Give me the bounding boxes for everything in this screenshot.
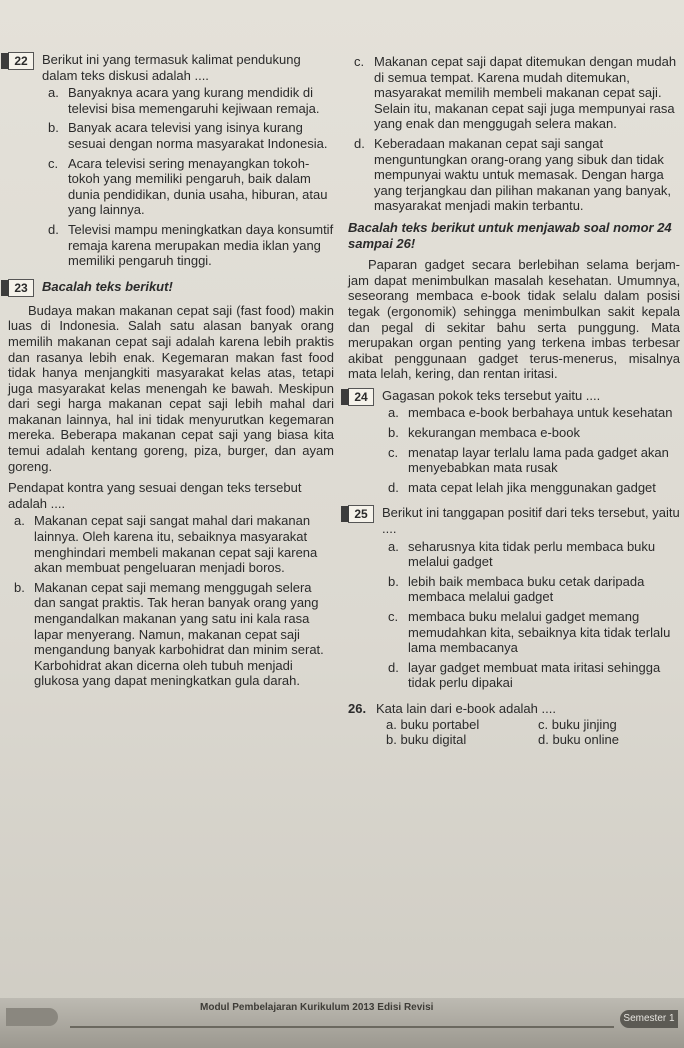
option-d[interactable]: d. layar gadget membuat mata iritasi sehingga tidak perlu dipakai xyxy=(388,659,661,691)
option-a[interactable]: a. buku portabel xyxy=(386,716,480,732)
question-stem: Kata lain dari e-book adalah .... xyxy=(376,700,556,716)
reading-passage: Budaya makan makanan cepat saji (fast food) makin luas di Indonesia. Salah satu alasan banyak orang memilih makanan cepat saji adalah karena lebih praktis dan rasanya lebih enak. Kegemaran makan fast food tidak hanya menjangkiti masyarakat kelas atas, tetapi juga masyarakat kelas menengah ke bawah. Meskipun dari segi harga makanan cepat saji lebih mahal dari makanan lainnya, hal ini tidak menyurutkan kegemaran mereka. Beberapa makanan cepat saji yang biasa kita temui adalah kentang goreng, piza, burger, dan ayam goreng. xyxy=(8,302,334,474)
option-b[interactable]: b. Banyak acara televisi yang isinya kurang sesuai dengan norma masyarakat Indonesia. xyxy=(48,120,328,151)
option-c[interactable]: c. menatap layar terlalu lama pada gadget akan menyebabkan mata rusak xyxy=(388,444,669,476)
option-b[interactable]: b. lebih baik membaca buku cetak daripada membaca melalui gadget xyxy=(388,573,645,605)
option-a[interactable]: a. membaca e-book berbahaya untuk kesehatan xyxy=(388,405,673,421)
option-c[interactable]: c. Acara televisi sering menayangkan tokoh-tokoh yang memiliki pengaruh, baik dalam dunia pendidikan, dunia usaha, hiburan, atau yang lainnya. xyxy=(48,155,328,218)
section-instruction: Bacalah teks berikut untuk menjawab soal nomor 24 sampai 26! xyxy=(348,219,672,251)
question-number: 23 xyxy=(8,279,34,297)
question-25 xyxy=(348,505,680,695)
right-column xyxy=(348,52,680,754)
question-number: 24 xyxy=(348,388,374,406)
option-b[interactable]: b. kekurangan membaca e-book xyxy=(388,425,580,441)
option-a[interactable]: a. Makanan cepat saji sangat mahal dari makanan lainnya. Oleh karena itu, sebaiknya masyarakat menghindari membeli makanan cepat saji karena akan membuat pengeluaran menjadi boros. xyxy=(14,513,318,576)
question-24 xyxy=(348,388,680,500)
question-stem: Gagasan pokok teks tersebut yaitu .... xyxy=(382,387,601,403)
question-stem: Berikut ini tanggapan positif dari teks tersebut, yaitu .... xyxy=(382,505,680,537)
page-footer xyxy=(0,998,684,1048)
option-d[interactable]: d. buku online xyxy=(538,732,619,748)
option-b[interactable]: b. Makanan cepat saji memang menggugah selera dan sangat praktis. Tak heran banyak orang yang mengandalkan makanan yang satu ini kala rasa lapar menyerang. Namun, makanan cepat saji mengandung banyak karbohidrat dan minim serat. Karbohidrat akan dicerna oleh tubuh menjadi glukosa yang dapat meningkatkan gula darah. xyxy=(14,579,324,689)
option-c[interactable]: c. membaca buku melalui gadget memang memudahkan kita, sebaiknya kita tidak terlalu lama membacanya xyxy=(388,609,671,656)
semester-badge: Semester 1 xyxy=(620,1010,678,1028)
left-column xyxy=(8,52,334,693)
question-stem: Pendapat kontra yang sesuai dengan teks tersebut adalah .... xyxy=(8,480,302,511)
option-d[interactable]: d. Televisi mampu meningkatkan daya konsumtif remaja karena merupakan media iklan yang memiliki pengaruh tinggi. xyxy=(48,221,334,269)
option-d[interactable]: d. Keberadaan makanan cepat saji sangat menguntungkan orang-orang yang sibuk dan tidak mempunyai waktu untuk memasak. Dengan harga yang terjangkau dan pilihan makanan yang banyak, masyarakat menjadi makin terbantu. xyxy=(354,135,672,214)
option-d[interactable]: d. mata cepat lelah jika menggunakan gadget xyxy=(388,479,656,495)
option-a[interactable]: a. Banyaknya acara yang kurang mendidik di televisi bisa memengaruhi kejiwaan remaja. xyxy=(48,85,320,116)
reading-instruction: Bacalah teks berikut! xyxy=(42,278,173,294)
option-c[interactable]: c. Makanan cepat saji dapat ditemukan dengan mudah di semua tempat. Karena mudah ditemukan, masyarakat memilih membeli makanan cepat saji. Selain itu, makanan cepat saji juga mempunyai rasa yang enak dan menggugah selera makan. xyxy=(354,54,677,132)
reading-passage-2: Paparan gadget secara berlebihan selama berjam-jam dapat menimbulkan masalah kesehatan. Umumnya, seseorang membaca e-book tidak selalu dalam posisi tegak (ergonomik) sehingga menimbulkan sakit kepala dan pegal di sekitar bahu serta punggung. Mata merupakan organ penting yang terkena imbas terbesar akibat penggunaan gadget terus-menerus, misalnya mata lelah, kering, dan rentan iritasi. xyxy=(348,257,680,382)
option-a[interactable]: a. seharusnya kita tidak perlu membaca buku melalui gadget xyxy=(388,538,656,570)
option-b[interactable]: b. buku digital xyxy=(386,732,467,748)
question-26 xyxy=(348,701,680,748)
question-number: 26. xyxy=(348,700,367,716)
option-c[interactable]: c. buku jinjing xyxy=(538,716,617,732)
question-stem: Berikut ini yang termasuk kalimat pendukung dalam teks diskusi adalah .... xyxy=(42,52,301,83)
footer-tab-left xyxy=(6,1008,58,1026)
question-number: 22 xyxy=(8,52,34,70)
question-number: 25 xyxy=(348,505,374,523)
question-22 xyxy=(8,52,334,273)
footer-title: Modul Pembelajaran Kurikulum 2013 Edisi Revisi xyxy=(200,1002,434,1013)
question-23 xyxy=(8,279,334,297)
